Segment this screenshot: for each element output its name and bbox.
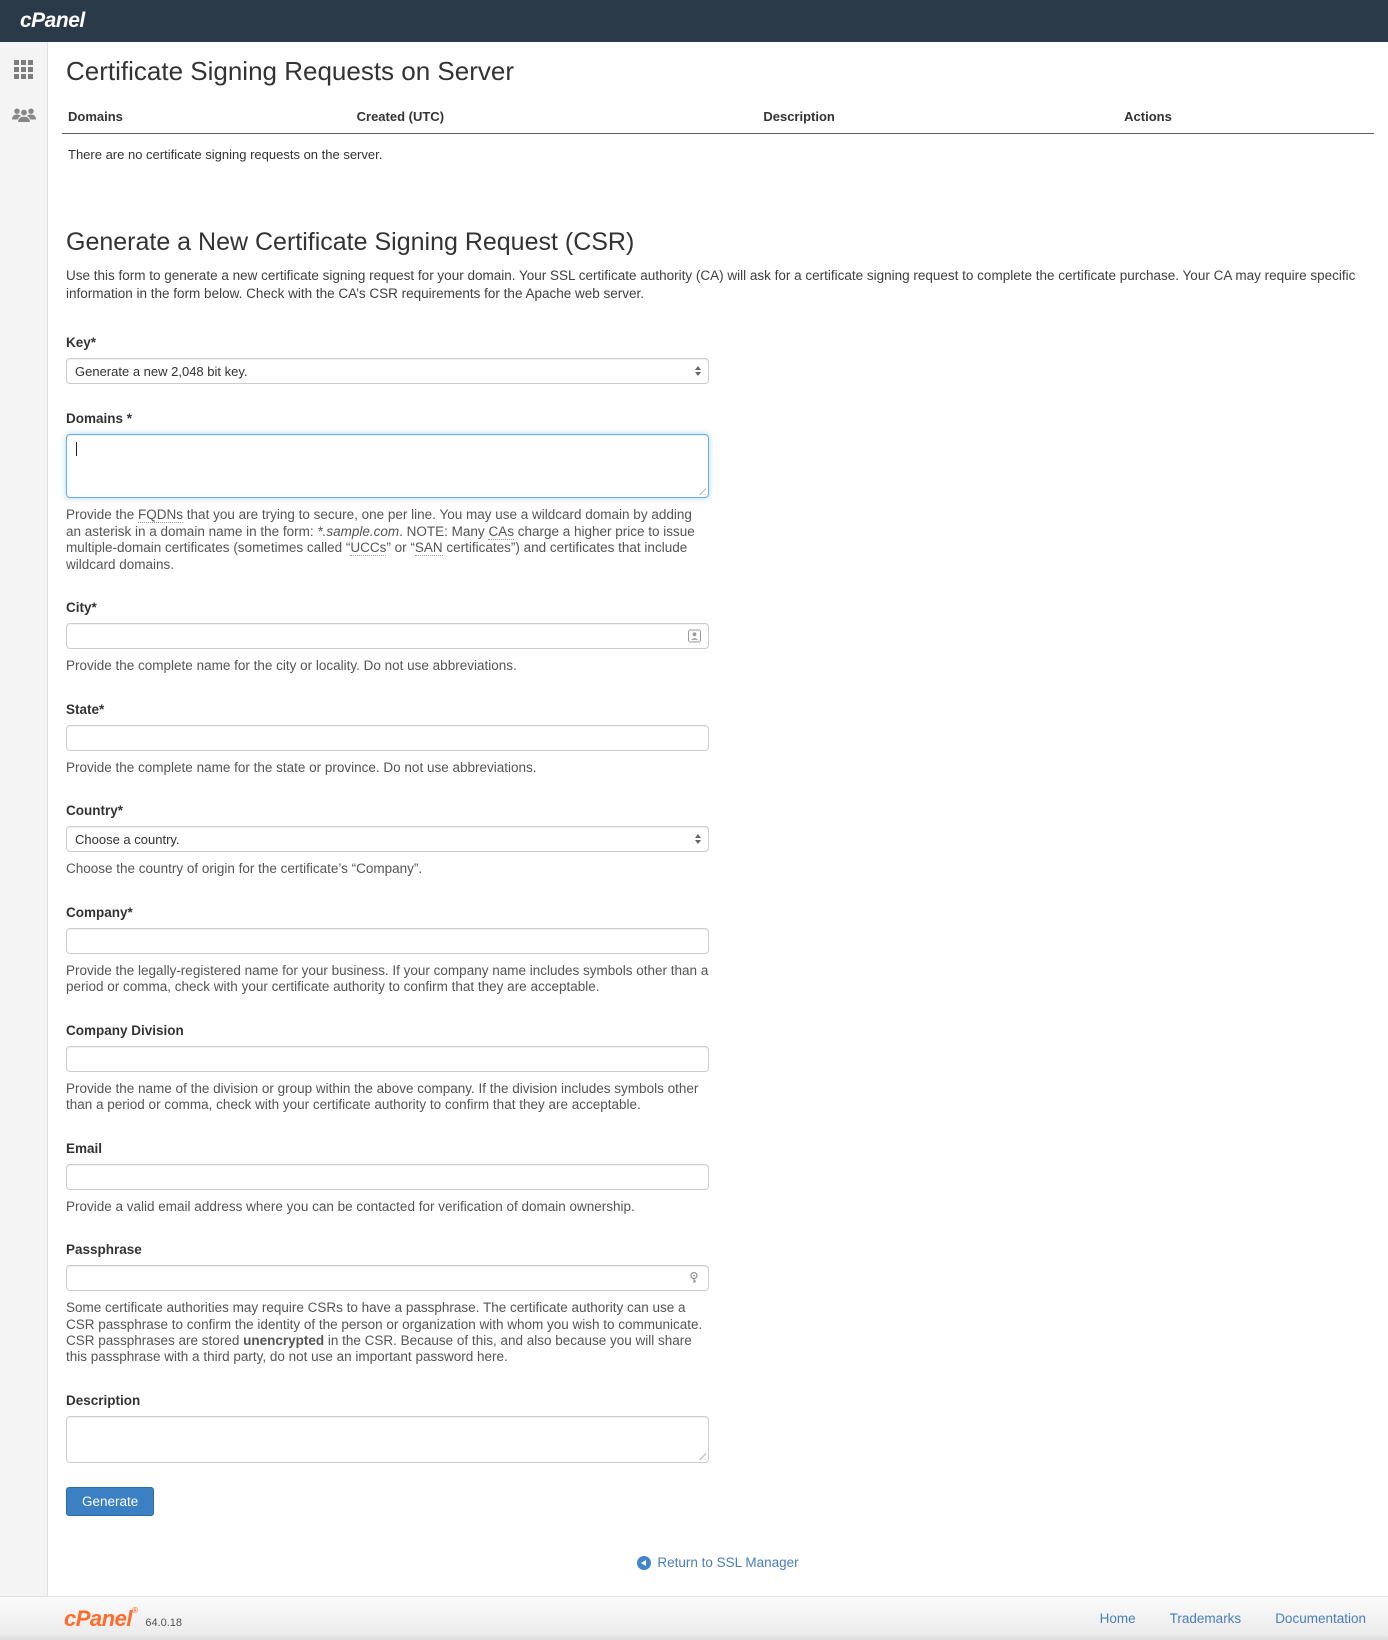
country-select[interactable] (66, 826, 709, 852)
company-division-help-text: Provide the name of the division or group within the above company. If the division includes symbols other than a period or comma, check with your certificate authority to confirm that they are acceptable. (66, 1080, 699, 1113)
description-label: Description (66, 1392, 141, 1408)
generate-button[interactable]: Generate (66, 1487, 154, 1516)
column-header-actions: Actions (1118, 103, 1374, 134)
state-help-text: Provide the complete name for the state or province. Do not use abbreviations. (66, 759, 537, 775)
key-label: Key* (66, 335, 97, 351)
version-label: 64.0.18 (145, 1616, 183, 1629)
country-field-group (66, 803, 709, 877)
autofill-contact-icon[interactable] (688, 630, 701, 643)
resize-handle-icon[interactable] (697, 486, 706, 495)
state-label: State* (66, 701, 105, 717)
column-header-description: Description (757, 103, 1118, 134)
passphrase-help-text: Some certificate authorities may require CSRs to have a passphrase. The certificate authority can use a CSR passphrase to confirm the identity of the person or organization with whom you wish to communicate. CSR passphrases are stored unencrypted in the CSR. Because of this, and also because you will share this passphrase with a third party, do not use an important password here. (66, 1300, 703, 1365)
email-input[interactable] (66, 1164, 709, 1190)
company-label: Company* (66, 904, 133, 920)
email-field-group (66, 1141, 709, 1215)
email-help-text: Provide a valid email address where you can be contacted for verification of domain ownership. (66, 1198, 635, 1214)
description-field-group (66, 1393, 709, 1463)
main-content (48, 42, 1388, 1596)
footer-brand-block (64, 1606, 182, 1632)
apps-grid-icon[interactable] (14, 60, 33, 79)
state-input[interactable] (66, 725, 709, 751)
city-field-group (66, 600, 709, 674)
description-textarea[interactable] (66, 1416, 709, 1463)
password-key-icon[interactable] (687, 1271, 701, 1285)
text-caret (76, 442, 77, 456)
csr-form (66, 335, 709, 1516)
country-selected-value: Choose a country. (75, 831, 180, 847)
city-input[interactable] (66, 623, 709, 649)
form-title: Generate a New Certificate Signing Request (CSR) (66, 228, 635, 256)
company-field-group (66, 905, 709, 996)
passphrase-field-group (66, 1242, 709, 1366)
empty-table-message: There are no certificate signing requests on the server. (68, 147, 383, 162)
company-input[interactable] (66, 928, 709, 954)
top-navbar (0, 0, 1388, 42)
column-header-domains: Domains (62, 103, 351, 134)
csr-table-header-row (62, 103, 1374, 134)
footer-link-home[interactable]: Home (1099, 1611, 1136, 1627)
resize-handle-icon[interactable] (697, 1451, 706, 1460)
return-link-label: Return to SSL Manager (657, 1555, 799, 1571)
abbr-uccs: UCCs (350, 540, 387, 556)
column-header-created: Created (UTC) (351, 103, 758, 134)
left-sidebar (0, 42, 48, 1596)
trademark-symbol: ® (131, 1605, 138, 1615)
key-field-group (66, 335, 709, 384)
return-to-ssl-manager-link[interactable] (637, 1555, 798, 1570)
company-division-input[interactable] (66, 1046, 709, 1072)
key-selected-value: Generate a new 2,048 bit key. (75, 363, 248, 379)
footer-link-trademarks[interactable]: Trademarks (1169, 1611, 1242, 1627)
city-help-text: Provide the complete name for the city or locality. Do not use abbreviations. (66, 658, 517, 674)
domains-field-group (66, 411, 709, 573)
content-row (0, 42, 1388, 1596)
abbr-san: SAN (414, 540, 443, 556)
passphrase-input[interactable] (66, 1265, 709, 1291)
abbr-cas: CAs (488, 523, 514, 539)
return-row (62, 1554, 1374, 1571)
cpanel-footer-logo[interactable]: cPanel® (64, 1605, 138, 1631)
country-label: Country* (66, 803, 123, 819)
page-title: Certificate Signing Requests on Server (66, 56, 515, 86)
passphrase-label: Passphrase (66, 1242, 142, 1258)
company-division-label: Company Division (66, 1022, 184, 1038)
users-group-icon[interactable] (11, 105, 37, 125)
state-field-group (66, 702, 709, 776)
back-arrow-icon (637, 1556, 651, 1570)
email-label: Email (66, 1140, 103, 1156)
city-label: City* (66, 600, 97, 616)
form-intro-text: Use this form to generate a new certificate signing request for your domain. Your SSL certificate authority (CA) will ask for a certificate signing request to complete the certificate purchase. Your CA may require specific information in the form below. Check with the CA’s CSR requirements for the Apache web server. (66, 268, 1356, 302)
company-help-text: Provide the legally-registered name for your business. If your company name includes symbols other than a period or comma, check with your certificate authority to confirm that they are acceptable. (66, 962, 709, 995)
key-select[interactable] (66, 358, 709, 384)
page-footer (0, 1596, 1388, 1640)
cpanel-logo[interactable]: cPanel (20, 9, 85, 32)
domains-label: Domains * (66, 411, 133, 427)
country-help-text: Choose the country of origin for the certificate’s “Company”. (66, 861, 423, 877)
csr-table (62, 103, 1374, 134)
footer-links (1100, 1611, 1366, 1626)
domains-help-text: Provide the FQDNs that you are trying to secure, one per line. You may use a wildcard domain by adding an asterisk in a domain name in the form: *.sample.com. NOTE: Many CAs charge a higher price to issue multiple-domain certificates (sometimes called “UCCs” or “SAN certificates”) and certificates that include wildcard domains. (66, 507, 695, 572)
footer-link-documentation[interactable]: Documentation (1275, 1611, 1366, 1627)
domains-textarea[interactable] (66, 434, 709, 498)
abbr-fqdns: FQDNs (138, 507, 184, 523)
company-division-field-group (66, 1023, 709, 1114)
